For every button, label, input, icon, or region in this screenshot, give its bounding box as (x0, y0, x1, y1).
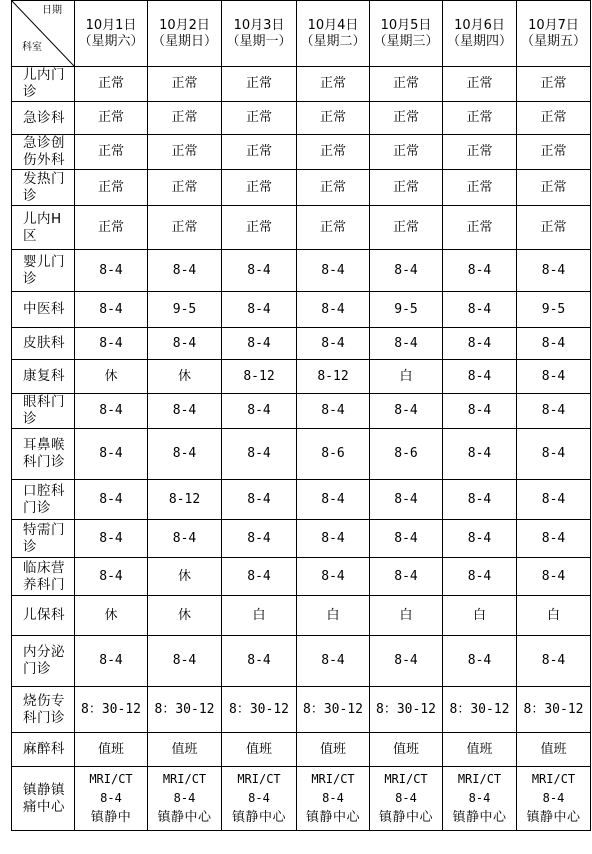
schedule-cell: 8-4 (517, 429, 591, 480)
schedule-cell: 值班 (75, 733, 148, 767)
schedule-cell: 8-4 (297, 250, 370, 292)
schedule-cell: 8-6 (297, 429, 370, 480)
cell-line-modality: MRI/CT (311, 772, 355, 786)
schedule-cell: 8-4 (148, 429, 222, 480)
schedule-cell: 8-4 (222, 328, 297, 360)
schedule-cell: 8-4 (148, 250, 222, 292)
schedule-cell: 正常 (370, 67, 443, 102)
schedule-cell: 8-4 (297, 328, 370, 360)
schedule-cell: 8-4 (297, 558, 370, 596)
table-row (12, 292, 591, 328)
schedule-cell: 正常 (75, 67, 148, 102)
schedule-cell: 值班 (443, 733, 517, 767)
schedule-cell (517, 767, 591, 831)
date-header: 10月3日（星期一） (222, 1, 297, 67)
holiday-schedule-table (11, 0, 591, 831)
schedule-cell: 8-4 (517, 636, 591, 687)
schedule-cell: 正常 (148, 67, 222, 102)
schedule-cell: 值班 (297, 733, 370, 767)
schedule-cell: 休 (148, 360, 222, 394)
dept-cell: 儿内H区 (12, 206, 75, 250)
schedule-cell: 白 (370, 360, 443, 394)
table-row (12, 733, 591, 767)
dept-cell: 康复科 (12, 360, 75, 394)
dept-cell: 临床营养科门 (12, 558, 75, 596)
schedule-cell: 正常 (148, 206, 222, 250)
schedule-cell: 8-4 (370, 520, 443, 558)
schedule-cell: 8-4 (517, 360, 591, 394)
schedule-cell: 值班 (222, 733, 297, 767)
cell-line-modality: MRI/CT (162, 772, 207, 786)
schedule-cell: 8-4 (443, 558, 517, 596)
schedule-cell: 8-4 (222, 480, 297, 520)
table-row (12, 67, 591, 102)
schedule-cell: 8-4 (517, 328, 591, 360)
schedule-cell: 8-4 (443, 250, 517, 292)
schedule-cell: 8-4 (75, 394, 148, 429)
schedule-cell: 8-4 (517, 250, 591, 292)
cell-line-modality: MRI/CT (457, 772, 502, 786)
schedule-cell: 8-4 (297, 480, 370, 520)
schedule-cell: 8-4 (443, 429, 517, 480)
schedule-cell: 正常 (75, 102, 148, 135)
schedule-cell: 8-4 (148, 520, 222, 558)
schedule-cell: 正常 (517, 67, 591, 102)
schedule-cell: 正常 (222, 206, 297, 250)
schedule-cell: 正常 (222, 135, 297, 170)
schedule-cell: 正常 (443, 170, 517, 206)
schedule-cell: 8-4 (297, 292, 370, 328)
schedule-cell: 8：30-12 (517, 687, 591, 733)
dept-cell: 耳鼻喉科门诊 (12, 429, 75, 480)
schedule-cell: 正常 (370, 135, 443, 170)
schedule-cell: 8-4 (222, 250, 297, 292)
cell-line-hours: 8-4 (248, 791, 270, 805)
schedule-cell: 正常 (222, 102, 297, 135)
schedule-cell: 8-4 (370, 558, 443, 596)
schedule-cell: 正常 (222, 170, 297, 206)
table-row (12, 328, 591, 360)
cell-line-hours: 8-4 (468, 791, 491, 805)
schedule-cell: 休 (75, 360, 148, 394)
corner-dept-label: 科室 (22, 42, 42, 53)
cell-line-hours: 8-4 (542, 791, 565, 805)
schedule-cell: 8-4 (443, 328, 517, 360)
date-header: 10月6日（星期四） (443, 1, 517, 67)
schedule-cell: 8-4 (443, 394, 517, 429)
dept-cell: 眼科门诊 (12, 394, 75, 429)
schedule-cell: 8：30-12 (297, 687, 370, 733)
schedule-cell: 正常 (222, 67, 297, 102)
table-row (12, 480, 591, 520)
schedule-cell: 8-4 (75, 328, 148, 360)
schedule-cell: 8：30-12 (75, 687, 148, 733)
date-header: 10月5日（星期三） (370, 1, 443, 67)
schedule-cell: 休 (148, 558, 222, 596)
schedule-cell: 正常 (148, 102, 222, 135)
dept-cell: 内分泌门诊 (12, 636, 75, 687)
dept-cell: 镇静镇痛中心 (12, 767, 75, 831)
cell-line-modality: MRI/CT (237, 772, 281, 786)
schedule-cell: 8-4 (222, 292, 297, 328)
schedule-cell: 正常 (517, 206, 591, 250)
schedule-cell: 8-4 (370, 480, 443, 520)
table-row-sedation (12, 767, 591, 831)
schedule-cell: 正常 (297, 170, 370, 206)
table-row (12, 102, 591, 135)
schedule-cell (370, 767, 443, 831)
schedule-cell: 值班 (148, 733, 222, 767)
table-row (12, 558, 591, 596)
table-row (12, 520, 591, 558)
schedule-cell: 8-4 (297, 636, 370, 687)
schedule-cell: 白 (297, 596, 370, 636)
schedule-cell: 9-5 (148, 292, 222, 328)
schedule-cell: 8-4 (370, 636, 443, 687)
table-row (12, 250, 591, 292)
schedule-cell: 8-4 (370, 394, 443, 429)
schedule-cell: 8-4 (75, 292, 148, 328)
dept-cell: 急诊创伤外科 (12, 135, 75, 170)
cell-line-hours: 8-4 (173, 791, 196, 805)
schedule-cell: 8-4 (443, 480, 517, 520)
schedule-cell: 8-4 (222, 394, 297, 429)
table-row (12, 135, 591, 170)
cell-line-location: 镇静中心 (305, 810, 360, 825)
cell-line-hours: 8-4 (322, 791, 344, 805)
schedule-cell: 8-4 (517, 480, 591, 520)
cell-line-location: 镇静中心 (157, 810, 212, 825)
schedule-cell: 9-5 (370, 292, 443, 328)
dept-cell: 儿内门诊 (12, 67, 75, 102)
schedule-cell: 8：30-12 (443, 687, 517, 733)
schedule-cell: 正常 (443, 135, 517, 170)
schedule-cell: 正常 (443, 206, 517, 250)
schedule-cell: 正常 (443, 67, 517, 102)
schedule-cell: 正常 (297, 206, 370, 250)
schedule-cell: 正常 (75, 135, 148, 170)
schedule-cell: 8-4 (517, 558, 591, 596)
schedule-cell (443, 767, 517, 831)
schedule-cell: 值班 (517, 733, 591, 767)
schedule-cell: 正常 (297, 102, 370, 135)
dept-cell: 麻醉科 (12, 733, 75, 767)
schedule-cell: 白 (517, 596, 591, 636)
schedule-cell: 8-4 (222, 558, 297, 596)
schedule-cell: 8-4 (148, 328, 222, 360)
schedule-cell: 8-4 (517, 394, 591, 429)
schedule-cell: 正常 (297, 135, 370, 170)
schedule-cell: 8-4 (443, 636, 517, 687)
schedule-cell: 白 (222, 596, 297, 636)
corner-date-label: 日期 (42, 5, 62, 16)
table-row (12, 596, 591, 636)
schedule-cell: 8-4 (148, 636, 222, 687)
schedule-cell: 正常 (297, 67, 370, 102)
dept-cell: 急诊科 (12, 102, 75, 135)
dept-cell: 儿保科 (12, 596, 75, 636)
schedule-cell: 8：30-12 (148, 687, 222, 733)
schedule-cell: 8-4 (148, 394, 222, 429)
schedule-cell: 8：30-12 (370, 687, 443, 733)
schedule-cell: 正常 (75, 170, 148, 206)
dept-cell: 发热门诊 (12, 170, 75, 206)
schedule-cell: 8-6 (370, 429, 443, 480)
date-header: 10月4日（星期二） (297, 1, 370, 67)
dept-cell: 烧伤专科门诊 (12, 687, 75, 733)
schedule-cell: 8-4 (222, 520, 297, 558)
schedule-cell: 休 (75, 596, 148, 636)
schedule-cell: 正常 (443, 102, 517, 135)
schedule-cell: 8-4 (75, 250, 148, 292)
schedule-cell: 正常 (370, 206, 443, 250)
header-row (12, 1, 591, 67)
schedule-cell: 8-4 (297, 520, 370, 558)
schedule-cell: 8-12 (148, 480, 222, 520)
schedule-body (12, 67, 591, 831)
date-header: 10月7日（星期五） (517, 1, 591, 67)
table-row (12, 429, 591, 480)
schedule-cell: 8-4 (75, 480, 148, 520)
cell-line-location: 镇静中心 (526, 810, 581, 825)
cell-line-modality: MRI/CT (89, 772, 133, 786)
cell-line-hours: 8-4 (395, 791, 417, 805)
schedule-cell: 值班 (370, 733, 443, 767)
schedule-cell: 8-4 (370, 328, 443, 360)
schedule-cell: 8：30-12 (222, 687, 297, 733)
cell-line-location: 镇静中心 (378, 810, 433, 825)
cell-line-location: 镇静中 (90, 810, 132, 825)
table-row (12, 394, 591, 429)
dept-cell: 口腔科门诊 (12, 480, 75, 520)
date-header: 10月2日（星期日） (148, 1, 222, 67)
schedule-cell (75, 767, 148, 831)
schedule-cell: 正常 (517, 135, 591, 170)
schedule-cell (222, 767, 297, 831)
dept-cell: 特需门诊 (12, 520, 75, 558)
schedule-cell: 白 (443, 596, 517, 636)
dept-cell: 婴儿门诊 (12, 250, 75, 292)
schedule-cell: 8-4 (222, 429, 297, 480)
schedule-cell: 白 (370, 596, 443, 636)
corner-header-cell (12, 1, 75, 67)
cell-line-modality: MRI/CT (531, 772, 576, 786)
schedule-cell: 正常 (517, 102, 591, 135)
schedule-cell: 8-12 (222, 360, 297, 394)
schedule-cell: 8-4 (443, 360, 517, 394)
schedule-cell: 休 (148, 596, 222, 636)
date-header: 10月1日（星期六） (75, 1, 148, 67)
dept-cell: 皮肤科 (12, 328, 75, 360)
schedule-cell (148, 767, 222, 831)
schedule-cell: 8-4 (297, 394, 370, 429)
schedule-cell: 8-4 (222, 636, 297, 687)
schedule-cell: 8-4 (517, 520, 591, 558)
schedule-cell: 8-4 (75, 429, 148, 480)
schedule-cell: 8-4 (443, 292, 517, 328)
schedule-cell: 8-4 (443, 520, 517, 558)
table-row (12, 636, 591, 687)
schedule-cell: 正常 (148, 170, 222, 206)
table-row (12, 360, 591, 394)
table-row (12, 206, 591, 250)
cell-line-hours: 8-4 (100, 791, 122, 805)
cell-line-location: 镇静中心 (231, 810, 286, 825)
schedule-cell: 正常 (75, 206, 148, 250)
schedule-cell (297, 767, 370, 831)
schedule-cell: 正常 (370, 102, 443, 135)
dept-cell: 中医科 (12, 292, 75, 328)
schedule-cell: 正常 (148, 135, 222, 170)
schedule-cell: 8-4 (75, 558, 148, 596)
schedule-cell: 正常 (517, 170, 591, 206)
schedule-cell: 8-4 (75, 636, 148, 687)
schedule-cell: 8-4 (75, 520, 148, 558)
schedule-cell: 9-5 (517, 292, 591, 328)
schedule-cell: 8-12 (297, 360, 370, 394)
cell-line-modality: MRI/CT (384, 772, 428, 786)
schedule-cell: 正常 (370, 170, 443, 206)
table-row (12, 687, 591, 733)
table-row (12, 170, 591, 206)
schedule-cell: 8-4 (370, 250, 443, 292)
cell-line-location: 镇静中心 (452, 810, 507, 825)
